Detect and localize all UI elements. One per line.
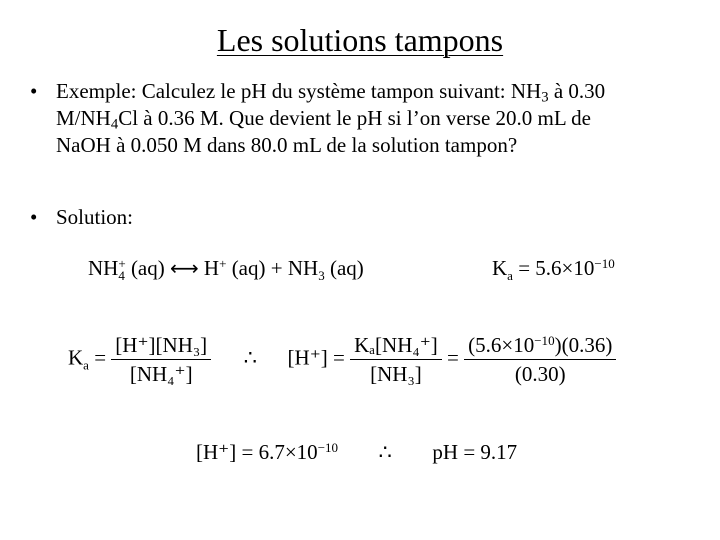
bullet-symbol: • (30, 79, 38, 103)
example-line-1: Exemple: Calculez le pH du système tampon suivant: $NH_3$ à 0.30 (56, 79, 606, 106)
fraction-numeric: $\frac{(5.6\times 10^{-10})(0.36)}{(0.30)}$ (464, 333, 616, 386)
equilibrium-arrow-icon: ⟷ (170, 256, 199, 280)
slide-title: Les solutions tampons (216, 22, 504, 58)
therefore-symbol: ∴ (243, 345, 258, 370)
therefore-symbol: ∴ (378, 440, 392, 464)
example-line-2: $M/NH_4Cl$ à 0.36 M. Que devient le pH si l’on verse 20.0 mL de (56, 106, 591, 133)
bullet-symbol: • (30, 205, 38, 229)
bullet-example-text (56, 78, 605, 159)
example-line-3: NaOH à 0.050 M dans 80.0 mL de la solution tampon? (56, 133, 518, 157)
result-equation: $[H^+] = 6.7\times 10^{-10}$ ∴ pH = 9.17 (196, 439, 518, 464)
equilibrium-equation: NH + 4 (aq) ⟷ H+ $(aq) + NH_3$ (aq) (88, 255, 364, 284)
ka-expression: $K_a$ = $\frac{\text{[H⁺][NH₃]}}{\text{[NH₄⁺]}}$ ∴ [H⁺] = $\frac{\text{Kₐ[NH₄⁺]}}{\text{[NH₃]}}$ = $\frac{(5.6\times 10^{-10})(0.36)}{(0.30)}$ (68, 333, 616, 386)
ph-result: pH = 9.17 (432, 440, 518, 464)
solution-label: Solution: (56, 205, 134, 229)
ka-value: $K_a = 5.6\times 10^{-10}$ (492, 255, 615, 284)
fraction-h: $\frac{\text{Kₐ[NH₄⁺]}}{\text{[NH₃]}}$ (350, 333, 442, 386)
fraction-ka: $\frac{\text{[H⁺][NH₃]}}{\text{[NH₄⁺]}}$ (111, 333, 211, 386)
